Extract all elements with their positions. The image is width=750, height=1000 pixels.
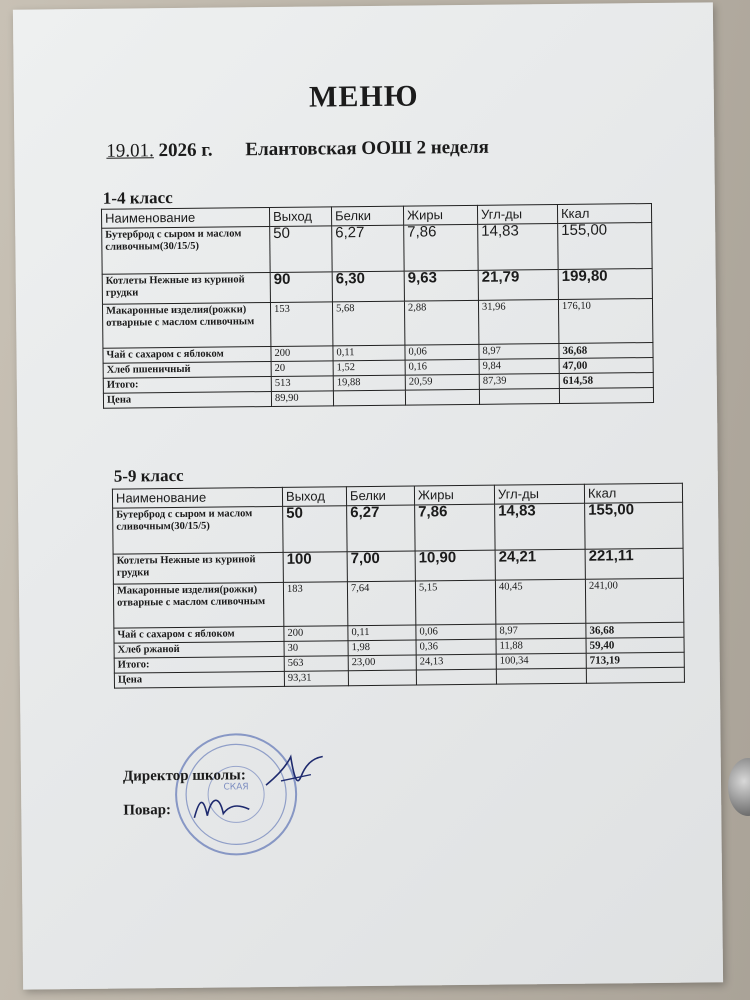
cell-out: 50 [283,506,347,553]
dish-name: Котлеты Нежные из куриной грудки [113,552,283,584]
table-row [113,502,683,554]
cell-fat: 0,06 [405,344,479,360]
stamp-text: СКАЯ [223,782,249,793]
cell-kcal: 199,80 [558,269,652,300]
cell-kcal: 221,11 [585,548,683,579]
cell-fat: 7,86 [404,224,478,271]
cell-kcal: 155,00 [558,223,652,270]
total-label: Итого: [114,656,284,673]
col-kcal: Ккал [557,204,651,224]
cell-empty [348,670,416,686]
menu-table-5-9 [112,483,685,689]
cell-out: 563 [284,656,348,672]
table-row [102,223,652,275]
cell-prot: 6,27 [347,505,415,552]
cell-out: 200 [284,626,348,642]
dish-name: Чай с сахаром с яблоком [103,347,271,364]
cell-prot: 6,30 [332,271,404,302]
dish-name: Котлеты Нежные из куриной грудки [102,273,270,305]
date: 19.01. [106,140,154,162]
cell-prot: 23,00 [348,655,416,671]
cell-kcal: 36,68 [586,622,684,638]
dish-name: Хлеб ржаной [114,641,284,658]
cell-out: 153 [270,302,332,347]
cook-label: Повар: [123,802,172,819]
cook-signature [189,787,259,833]
col-fat: Жиры [414,485,494,505]
cell-carb: 8,97 [479,343,559,359]
cell-prot: 0,11 [348,625,416,641]
menu-table-1-4 [101,203,654,409]
cell-out: 30 [284,641,348,657]
cell-empty [479,388,559,404]
cell-fat: 7,86 [415,504,495,551]
grade-5-9-heading: 5-9 класс [113,465,184,486]
cell-fat: 10,90 [415,550,495,581]
dish-name: Чай с сахаром с яблоком [114,626,284,643]
cell-prot: 1,98 [348,640,416,656]
cell-kcal: 59,40 [586,637,684,653]
cell-prot: 6,27 [332,225,404,272]
cell-out: 100 [283,552,347,583]
col-carb: Угл-ды [477,205,557,225]
col-prot: Белки [331,206,403,226]
cell-kcal: 47,00 [559,358,653,374]
cell-out: 513 [271,376,333,392]
table-row [113,578,683,628]
cell-fat: 2,88 [404,300,478,345]
price-value: 89,90 [271,391,333,407]
cell-kcal: 713,19 [586,652,684,668]
director-signature [261,746,332,797]
date-line [106,137,489,163]
cell-carb: 100,34 [496,653,586,669]
col-out: Выход [269,207,331,227]
cell-carb: 14,83 [478,223,558,270]
cell-empty [586,667,684,683]
grade-1-4-heading: 1-4 класс [102,188,173,208]
cell-carb: 87,39 [479,373,559,389]
table-row [102,299,652,349]
cell-carb: 31,96 [478,299,558,344]
price-value: 93,31 [284,671,348,687]
cell-fat: 0,06 [416,624,496,640]
cell-carb: 40,45 [495,579,585,624]
cell-fat: 9,63 [404,270,478,301]
cell-carb: 14,83 [495,503,585,550]
col-name: Наименование [101,208,269,229]
col-out: Выход [282,487,346,507]
menu-sheet [13,2,723,989]
cell-kcal: 241,00 [585,578,683,623]
cell-out: 50 [270,226,332,273]
cell-carb: 24,21 [495,549,585,580]
cell-out: 183 [283,582,347,627]
cell-fat: 0,16 [405,359,479,375]
cell-empty [416,669,496,685]
cell-prot: 7,64 [347,581,415,626]
cell-out: 20 [271,361,333,377]
total-label: Итого: [103,377,271,394]
cell-fat: 0,36 [416,639,496,655]
page-title: МЕНЮ [308,79,419,114]
cell-kcal: 36,68 [559,343,653,359]
cell-empty [496,668,586,684]
cell-kcal: 614,58 [559,373,653,389]
dish-name: Бутерброд с сыром и маслом сливочным(30/15/5) [102,227,270,275]
dish-name: Макаронные изделия(рожки) отварные с маслом сливочным [102,303,270,349]
price-label: Цена [103,392,271,409]
dish-name: Хлеб пшеничный [103,362,271,379]
cell-out: 200 [271,346,333,362]
cell-prot: 0,11 [333,345,405,361]
price-label: Цена [114,671,284,688]
cell-prot: 19,88 [333,375,405,391]
dish-name: Макаронные изделия(рожки) отварные с маслом сливочным [113,582,283,628]
cell-carb: 21,79 [478,269,558,300]
dish-name: Бутерброд с сыром и маслом сливочным(30/15/5) [113,506,283,554]
cell-prot: 5,68 [332,301,404,346]
cell-kcal: 176,10 [558,299,652,344]
school-week: Елантовская ООШ 2 неделя [245,136,490,161]
cell-carb: 8,97 [496,623,586,639]
cell-kcal: 155,00 [585,502,683,549]
cell-prot: 7,00 [347,551,415,582]
cell-carb: 9,84 [479,358,559,374]
col-kcal: Ккал [584,483,682,503]
cell-empty [559,388,653,404]
cell-fat: 24,13 [416,654,496,670]
cell-empty [405,389,479,405]
year: 2026 г. [158,139,213,162]
col-carb: Угл-ды [494,484,584,504]
col-fat: Жиры [403,205,477,225]
cell-prot: 1,52 [333,360,405,376]
cell-carb: 11,88 [496,638,586,654]
col-prot: Белки [346,486,414,506]
cell-out: 90 [270,272,332,303]
col-name: Наименование [112,487,282,508]
director-label: Директор школы: [122,767,246,785]
cell-empty [333,390,405,406]
cell-fat: 5,15 [415,580,495,625]
cell-fat: 20,59 [405,374,479,390]
